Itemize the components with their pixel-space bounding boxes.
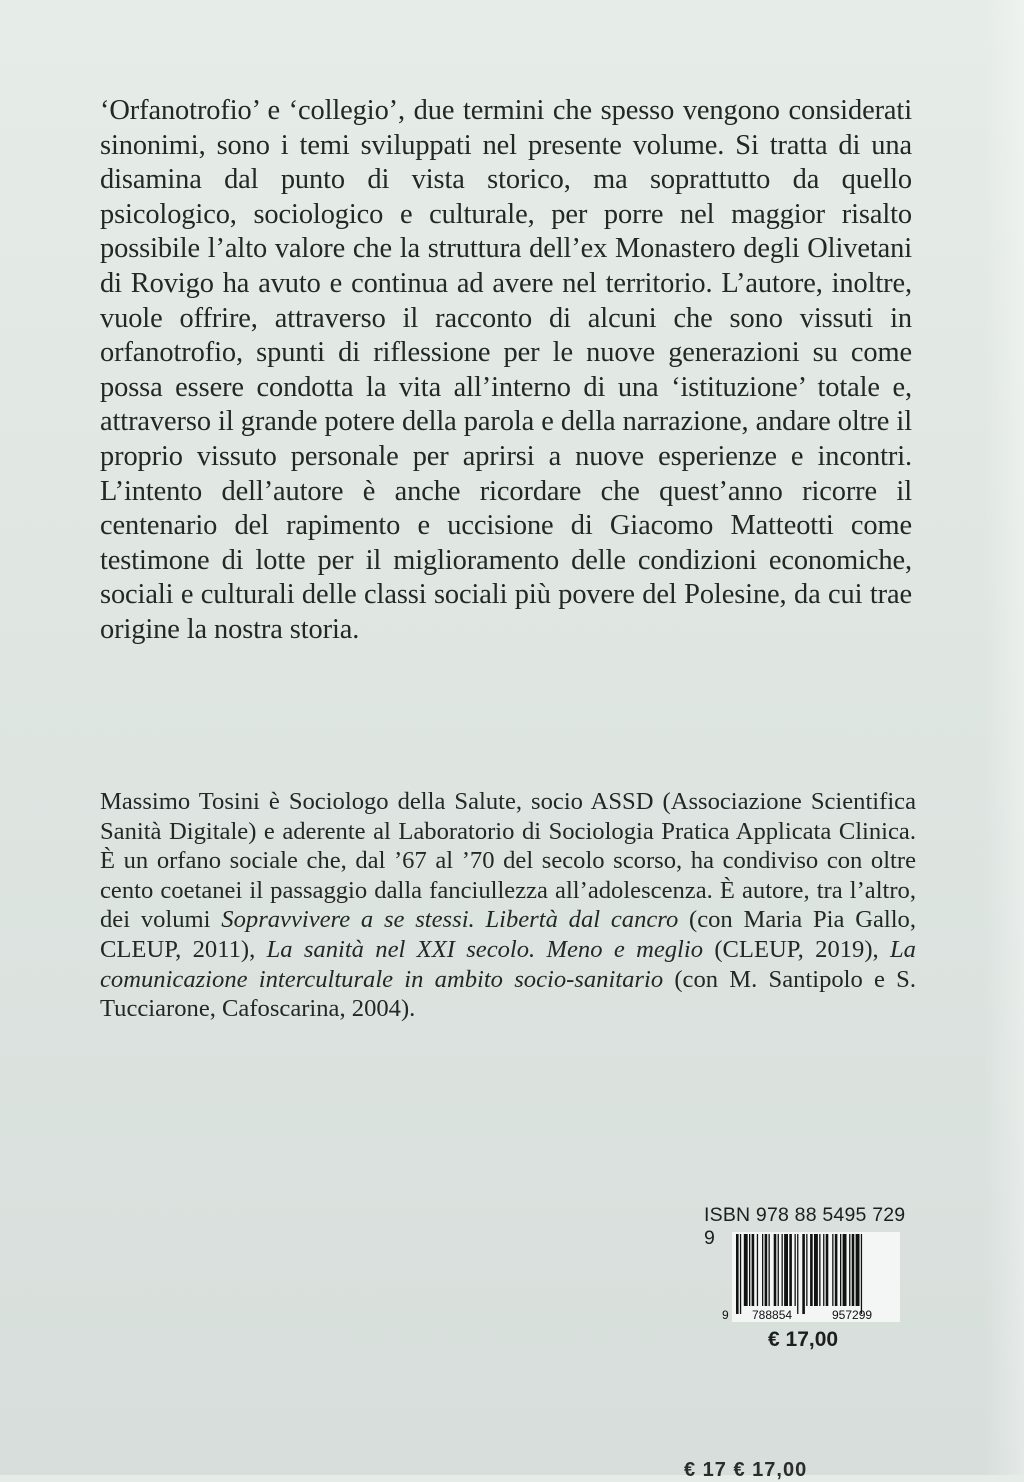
cover-edge-highlight <box>984 0 1024 1475</box>
author-bio-text <box>100 787 916 1024</box>
isbn-label: ISBN 978 88 5495 729 9 <box>704 1204 906 1249</box>
bio-text-part4: (con M. Santipolo e S. Tucciarone, Cafoscarina, 2004). <box>100 965 917 1023</box>
price-label: € 17,00 <box>768 1328 839 1351</box>
bio-book-title-1: Sopravvivere a se stessi. Libertà dal cancro <box>221 906 679 934</box>
barcode-digit-first: 9 <box>722 1308 729 1322</box>
bio-text-part2: (con Maria Pia Gallo, CLEUP, 2011), <box>100 906 916 963</box>
bio-text-part1: Massimo Tosini è Sociologo della Salute, socio ASSD (Associazione Scientifica Sanità Digitale) e aderente al Laboratorio di Sociologia Pratica Applicata Clinica. È un orfano sociale che, dal ’67 al ’70 del secolo scorso, ha condiviso con oltre cento coetanei il passaggio dalla fanciullezza all’adolescenza. È autore, tra l’altro, dei volumi <box>100 788 916 934</box>
barcode <box>722 1232 900 1322</box>
author-bio <box>100 787 916 1024</box>
bio-book-title-2: La sanità nel XXI secolo. Meno e meglio <box>266 935 704 963</box>
price-sticker: € 17 € 17,00 <box>684 1459 808 1481</box>
synopsis-text: ‘Orfanotrofio’ e ‘collegio’, due termini che spesso vengono considerati sinonimi, sono i temi sviluppati nel presente volume. Si tratta di una disamina dal punto di vista storico, ma soprattutto da quello psicologico, sociologico e culturale, per porre nel maggior risalto possibile l’alto valore che la struttura dell’ex Monastero degli Olivetani di Rovigo ha avuto e continua ad avere nel territorio. L’autore, inoltre, vuole offrire, attraverso il racconto di alcuni che sono vissuti in orfanotrofio, spunti di riflessione per le nuove generazioni su come possa essere condotta la vita all’interno di una ‘istituzione’ totale e, attraverso il grande potere della parola e della narrazione, andare oltre il proprio vissuto personale per aprirsi a nuove esperienze e incontri. L’intento dell’autore è anche ricordare che quest’anno ricorre il centenario del rapimento e uccisione di Giacomo Matteotti come testimone di lotte per il miglioramento delle condizioni economiche, sociali e culturali delle classi sociali più povere del Polesine, da cui trae origine la nostra storia. <box>100 95 912 645</box>
bio-text-part3: (CLEUP, 2019), <box>703 935 890 963</box>
bio-book-title-3: La comunicazione interculturale in ambito socio-sanitario <box>100 935 916 993</box>
barcode-digits-left: 788854 <box>752 1308 793 1322</box>
synopsis-paragraph <box>100 94 912 648</box>
barcode-digits-right: 957299 <box>832 1308 873 1322</box>
